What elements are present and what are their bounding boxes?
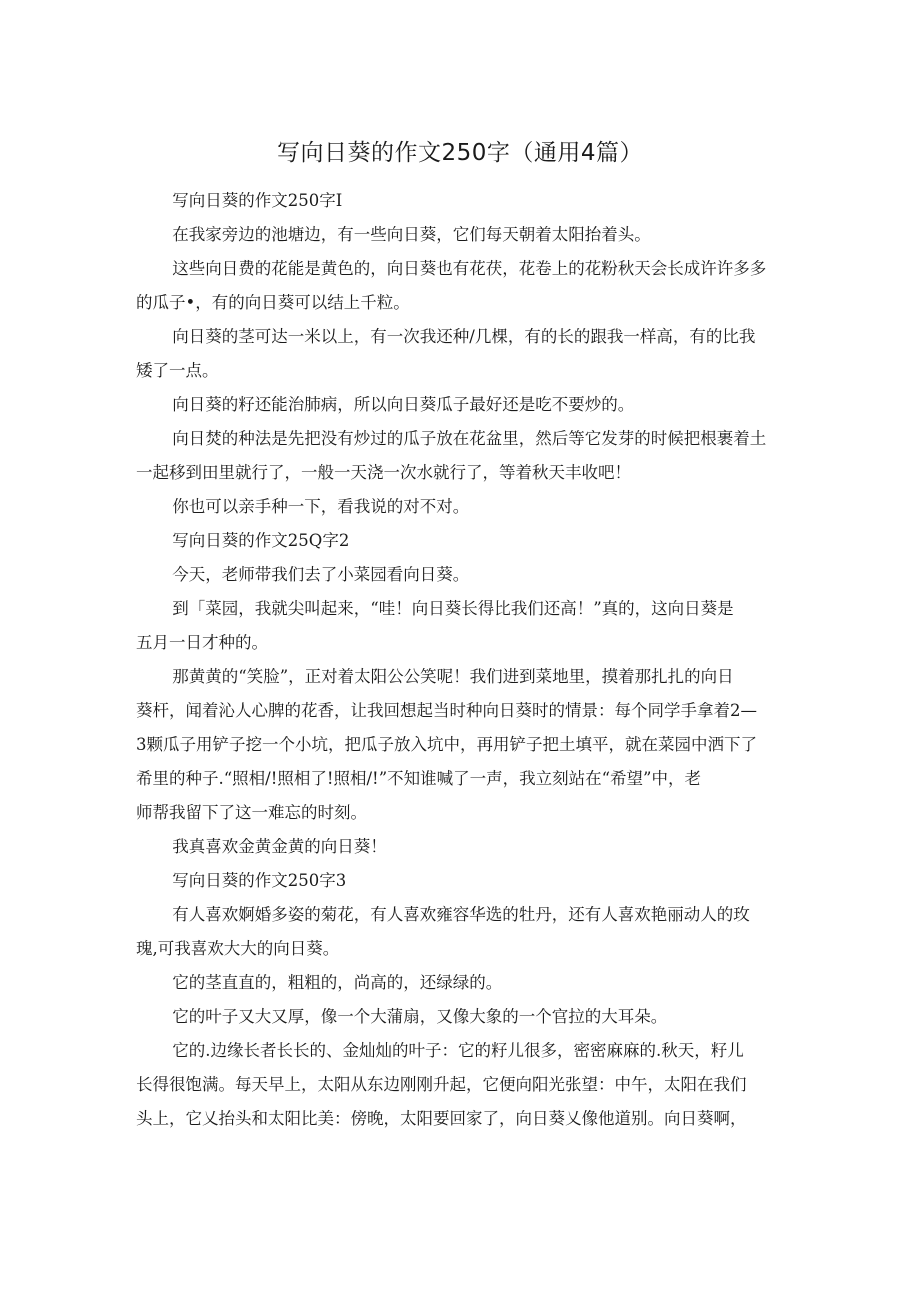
paragraph	[136, 490, 784, 524]
text-line: 有人喜欢婀婚多姿的菊花，有人喜欢雍容华选的牡丹，还有人喜欢艳丽动人的玫	[172, 905, 750, 924]
paragraph	[136, 1034, 784, 1136]
text-line: 那黄黄的“笑脸”，正对着太阳公公笑呢！我们进到菜地里，摸着那扎扎的向日	[172, 667, 734, 686]
paragraph	[136, 558, 784, 592]
text-line: 写向日葵的作文25Q字2	[172, 531, 350, 550]
paragraph	[136, 320, 784, 388]
text-line: 我真喜欢金黄金黄的向日葵！	[172, 837, 387, 856]
paragraph	[136, 898, 784, 966]
text-line: 3颗瓜子用铲子挖一个小坑，把瓜子放入坑中，再用铲子把土填平，就在菜园中洒下了	[136, 735, 757, 754]
paragraph	[136, 660, 784, 830]
text-line: 五月一日才种的。	[136, 633, 268, 652]
text-line: 写向日葵的作文250字3	[172, 871, 347, 890]
text-line: 葵杆，闻着沁人心脾的花香，让我回想起当时种向日葵时的情景：每个同学手拿着2—	[136, 701, 757, 720]
text-line: 矮了一点。	[136, 361, 219, 380]
paragraph	[136, 422, 784, 490]
text-line: 你也可以亲手种一下，看我说的对不对。	[172, 497, 470, 516]
text-line: 瑰,可我喜欢大大的向日葵。	[136, 939, 340, 958]
text-line: 它的叶子又大又厚，像一个大蒲扇，又像大象的一个官拉的大耳朵。	[172, 1007, 668, 1026]
text-line: 向日葵的籽还能治肺病，所以向日葵瓜子最好还是吃不要炒的。	[172, 395, 635, 414]
paragraph	[136, 252, 784, 320]
text-line: 向日葵的茎可达一米以上，有一次我还种/几棵，有的长的跟我一样高，有的比我	[172, 327, 756, 346]
text-line: 这些向日费的花能是黄色的，向日葵也有花茯，花卷上的花粉秋天会长成许许多多	[172, 259, 767, 278]
text-line: 头上，它乂抬头和太阳比美：傍晚，太阳要回家了，向日葵乂像他道别。向日葵啊，	[136, 1109, 747, 1128]
paragraph	[136, 830, 784, 864]
section-heading	[136, 864, 784, 898]
text-line: 到「菜园，我就尖叫起来，“哇！向日葵长得比我们还高！”真的，这向日葵是	[172, 599, 734, 618]
text-line: 它的.边缘长者长长的、金灿灿的叶子：它的籽儿很多，密密麻麻的.秋天，籽儿	[172, 1041, 744, 1060]
section-heading	[136, 184, 784, 218]
text-line: 它的茎直直的，粗粗的，尚高的，还绿绿的。	[172, 973, 503, 992]
text-line: 长得很饱满。每天早上，太阳从东边刚刚升起，它便向阳光张望：中午，太阳在我们	[136, 1075, 747, 1094]
paragraph	[136, 966, 784, 1000]
text-line: 在我家旁边的池塘边，有一些向日葵，它们每天朝着太阳抬着头。	[172, 225, 651, 244]
text-line: 师帮我留下了这一难忘的时刻。	[136, 803, 367, 822]
section-heading	[136, 524, 784, 558]
document-body	[136, 184, 784, 1136]
paragraph	[136, 592, 784, 660]
text-line: 向日焚的种法是先把没有炒过的瓜子放在花盆里，然后等它发芽的时候把根裹着土	[172, 429, 767, 448]
text-line: 今天，老师带我们去了小菜园看向日葵。	[172, 565, 470, 584]
text-line: 希里的种子.“照相/!照相了!照相/!”不知谁喊了一声，我立刻站在“希望”中，老	[136, 769, 701, 788]
text-line: 的瓜子•，有的向日葵可以结上千粒。	[136, 293, 410, 312]
paragraph	[136, 388, 784, 422]
text-line: 写向日葵的作文250字I	[172, 191, 343, 210]
paragraph	[136, 1000, 784, 1034]
paragraph	[136, 218, 784, 252]
text-line: 一起移到田里就行了，一般一天浇一次水就行了，等着秋天丰收吧！	[136, 463, 631, 482]
document-title: 写向日葵的作文250字（通用4篇）	[276, 140, 644, 166]
